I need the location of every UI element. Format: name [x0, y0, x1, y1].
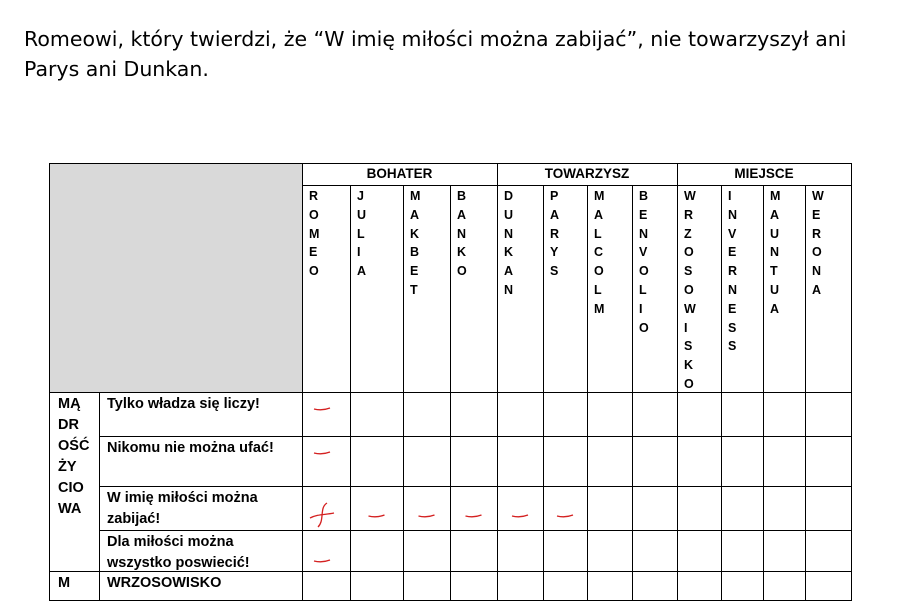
table-cell — [805, 392, 852, 437]
table-cell — [543, 571, 588, 601]
table-cell — [497, 530, 544, 572]
table-cell — [677, 486, 722, 531]
table-cell — [632, 571, 678, 601]
group-header-label-towarzysz: TOWARZYSZ — [544, 166, 630, 181]
table-cell — [721, 530, 764, 572]
row-label: W imię miłości można zabijać! — [107, 490, 258, 527]
table-cell — [403, 436, 451, 487]
table-cell — [350, 392, 404, 437]
table-cell — [403, 571, 451, 601]
column-header-label-mauntua: M A U N T U A — [770, 189, 781, 316]
table-cell — [632, 392, 678, 437]
table-cell — [450, 392, 498, 437]
table-cell — [302, 571, 351, 601]
table-cell — [497, 436, 544, 487]
side-label-text: MĄ DR OŚĆ ŻY CIO WA — [58, 396, 90, 517]
table-cell — [677, 571, 722, 601]
table-cell — [763, 530, 806, 572]
table-cell — [805, 436, 852, 487]
row-label: Nikomu nie można ufać! — [107, 440, 274, 456]
table-cell — [543, 530, 588, 572]
table-cell — [677, 530, 722, 572]
table-cell — [587, 530, 633, 572]
table-cell — [587, 436, 633, 487]
column-header-label-romeo: R O M E O — [309, 189, 320, 279]
table-cell — [587, 571, 633, 601]
table-cell — [763, 436, 806, 487]
table-cell — [805, 571, 852, 601]
table-cell — [403, 392, 451, 437]
column-header-label-julia: J U L I A — [357, 189, 367, 279]
header-corner-cell — [49, 163, 303, 393]
table-cell — [721, 436, 764, 487]
table-cell — [587, 392, 633, 437]
table-cell — [805, 530, 852, 572]
table-cell — [302, 436, 351, 487]
column-header-label-benvolio: B E N V O L I O — [639, 189, 649, 335]
column-header-label-makbet: M A K B E T — [410, 189, 421, 297]
side-label-last: M — [58, 575, 71, 591]
intro-line-2: Parys ani Dunkan. — [24, 57, 209, 81]
column-header-label-dunkan: D U N K A N — [504, 189, 514, 297]
table-cell — [350, 530, 404, 572]
column-header-label-inverness: I N V E R N E S S — [728, 189, 738, 354]
table-cell — [403, 486, 451, 531]
table-cell — [763, 571, 806, 601]
table-cell — [450, 486, 498, 531]
table-cell — [450, 571, 498, 601]
table-cell — [450, 436, 498, 487]
table-cell — [763, 392, 806, 437]
table-cell — [302, 486, 351, 531]
group-header-label-bohater: BOHATER — [366, 166, 433, 181]
row-label: WRZOSOWISKO — [107, 575, 222, 591]
table-cell — [721, 392, 764, 437]
table-cell — [302, 530, 351, 572]
table-cell — [677, 392, 722, 437]
table-cell — [302, 392, 351, 437]
column-header-label-parys: P A R Y S — [550, 189, 560, 279]
table-cell — [543, 486, 588, 531]
side-label-cell-last — [49, 571, 100, 601]
table-cell — [721, 571, 764, 601]
table-cell — [587, 486, 633, 531]
table-cell — [763, 486, 806, 531]
table-cell — [677, 436, 722, 487]
table-cell — [543, 392, 588, 437]
column-header-label-wrzosowisko: W R Z O S O W I S K O — [684, 189, 696, 391]
table-cell — [497, 571, 544, 601]
table-cell — [721, 486, 764, 531]
column-header-label-werona: W E R O N A — [812, 189, 824, 297]
column-header-label-malcolm: M A L C O L M — [594, 189, 605, 316]
table-cell — [632, 436, 678, 487]
row-label: Tylko władza się liczy! — [107, 396, 260, 412]
table-cell — [632, 530, 678, 572]
table-cell — [805, 486, 852, 531]
table-cell — [543, 436, 588, 487]
intro-line-1: Romeowi, który twierdzi, że “W imię miłości można zabijać”, nie towarzyszył ani — [24, 27, 847, 51]
table-cell — [350, 436, 404, 487]
table-cell — [497, 392, 544, 437]
group-header-label-miejsce: MIEJSCE — [734, 166, 794, 181]
table-cell — [497, 486, 544, 531]
table-cell — [450, 530, 498, 572]
row-label: Dla miłości można wszystko poswiecić! — [107, 534, 250, 571]
column-header-label-banko: B A N K O — [457, 189, 467, 279]
table-cell — [350, 571, 404, 601]
table-cell — [632, 486, 678, 531]
table-cell — [350, 486, 404, 531]
table-cell — [403, 530, 451, 572]
